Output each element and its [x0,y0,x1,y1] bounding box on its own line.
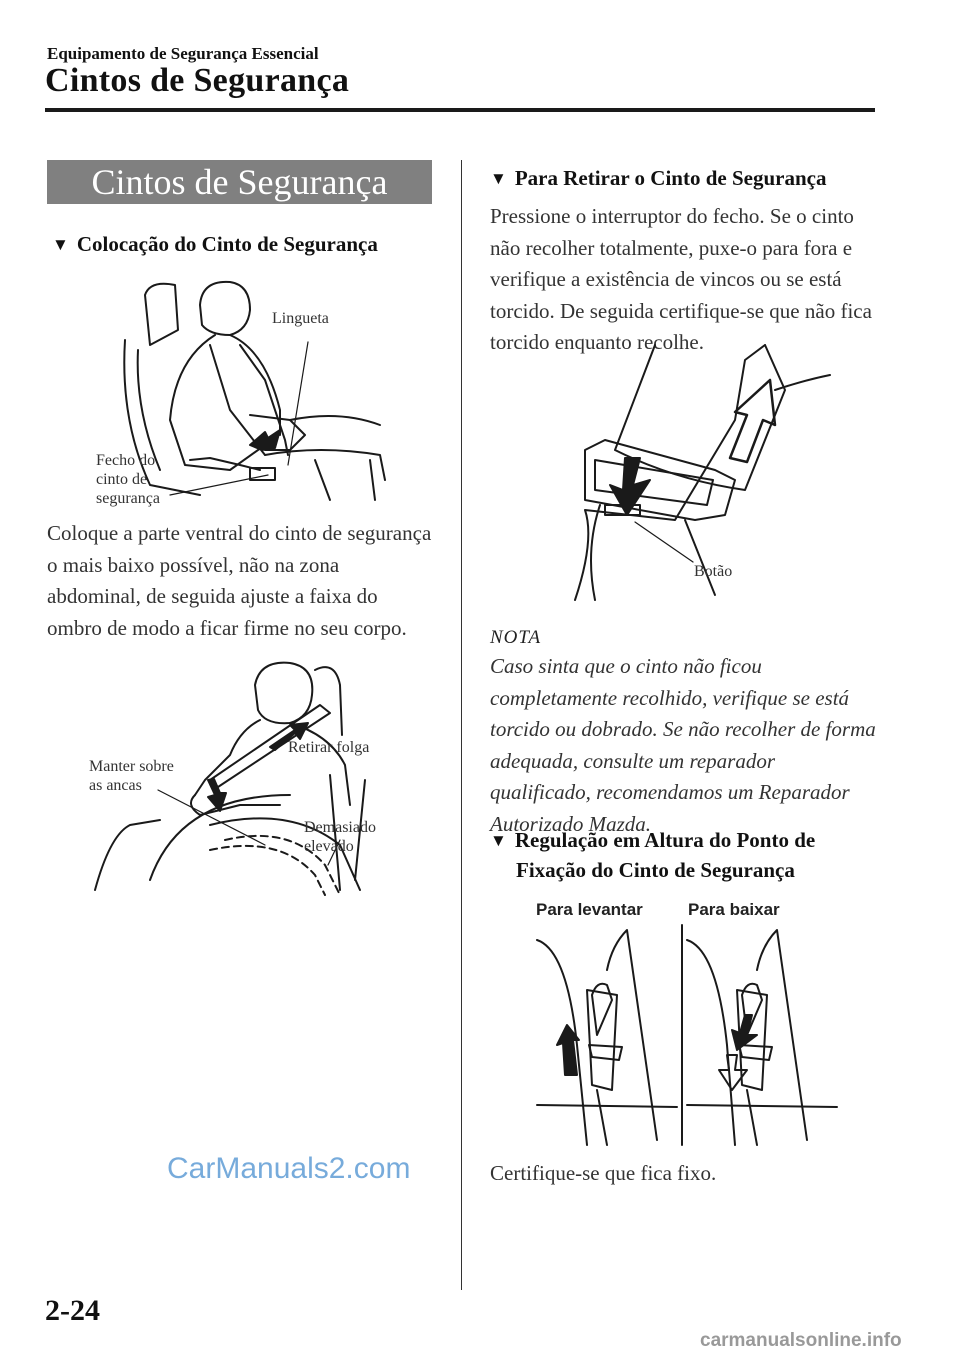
title-divider [45,108,875,112]
triangle-bullet-icon: ▼ [52,235,69,254]
triangle-bullet-icon: ▼ [490,831,507,850]
subhead-unfastening-text: Para Retirar o Cinto de Segurança [514,166,827,190]
section-label: Equipamento de Segurança Essencial [47,44,319,63]
callout-button: Botão [694,563,733,580]
subhead-height-adjust [490,826,880,884]
column-divider [461,160,462,1290]
callout-buckle [96,451,160,508]
subhead-fastening [52,230,378,260]
callout-tongue: Lingueta [272,310,329,327]
paragraph-secure: Certifique-se que fica fixo. [490,1161,717,1185]
subhead-height-adjust-line2: Fixação do Cinto de Segurança [516,858,795,882]
section-banner: Cintos de Segurança [47,160,432,204]
subhead-unfastening [490,164,826,194]
figure-height-adjuster [537,925,837,1145]
paragraph-fastening: Coloque a parte ventral do cinto de segurança o mais baixo possível, não na zona abdominal, de seguida ajuste a faixa do ombro de modo a ficar firme no seu corpo. [47,521,432,640]
callout-keep-line1: Manter sobre [89,758,174,775]
callout-take-up-slack: Retirar folga [288,739,370,756]
note-text: Caso sinta que o cinto não ficou completamente recolhido, verifique se está torcido ou dobrado. Se não recolher de forma adequada, consulte um reparador qualificado, recomendamos um Reparador Autorizado Mazda. [490,654,876,836]
page-title: Cintos de Segurança [45,62,350,99]
watermark-logo: CarManuals2.com [167,1152,411,1185]
note-heading: NOTA [490,627,542,648]
footer-site-watermark: carmanualsonline.info [700,1330,902,1351]
callout-too-high-line2: elevado [304,838,354,855]
callout-buckle-line1: Fecho do [96,452,156,469]
callout-buckle-line3: segurança [96,490,160,507]
triangle-bullet-icon: ▼ [490,169,507,188]
callout-too-high [304,818,376,856]
label-raise: Para levantar [536,900,643,919]
callout-too-high-line1: Demasiado [304,819,376,836]
page-number: 2-24 [45,1294,100,1327]
label-lower: Para baixar [688,900,780,919]
callout-keep-line2: as ancas [89,777,142,794]
callout-buckle-line2: cinto de [96,471,148,488]
subhead-fastening-text: Colocação do Cinto de Segurança [76,232,378,256]
subhead-height-adjust-line1: Regulação em Altura do Ponto de [514,828,816,852]
callout-keep-on-hips [89,757,174,795]
paragraph-unfastening: Pressione o interruptor do fecho. Se o cinto não recolher totalmente, puxe-o para fora e verifique a existência de vincos ou se está torcido. De seguida certifique-se que não fica torcido enquanto recolhe. [490,204,872,354]
